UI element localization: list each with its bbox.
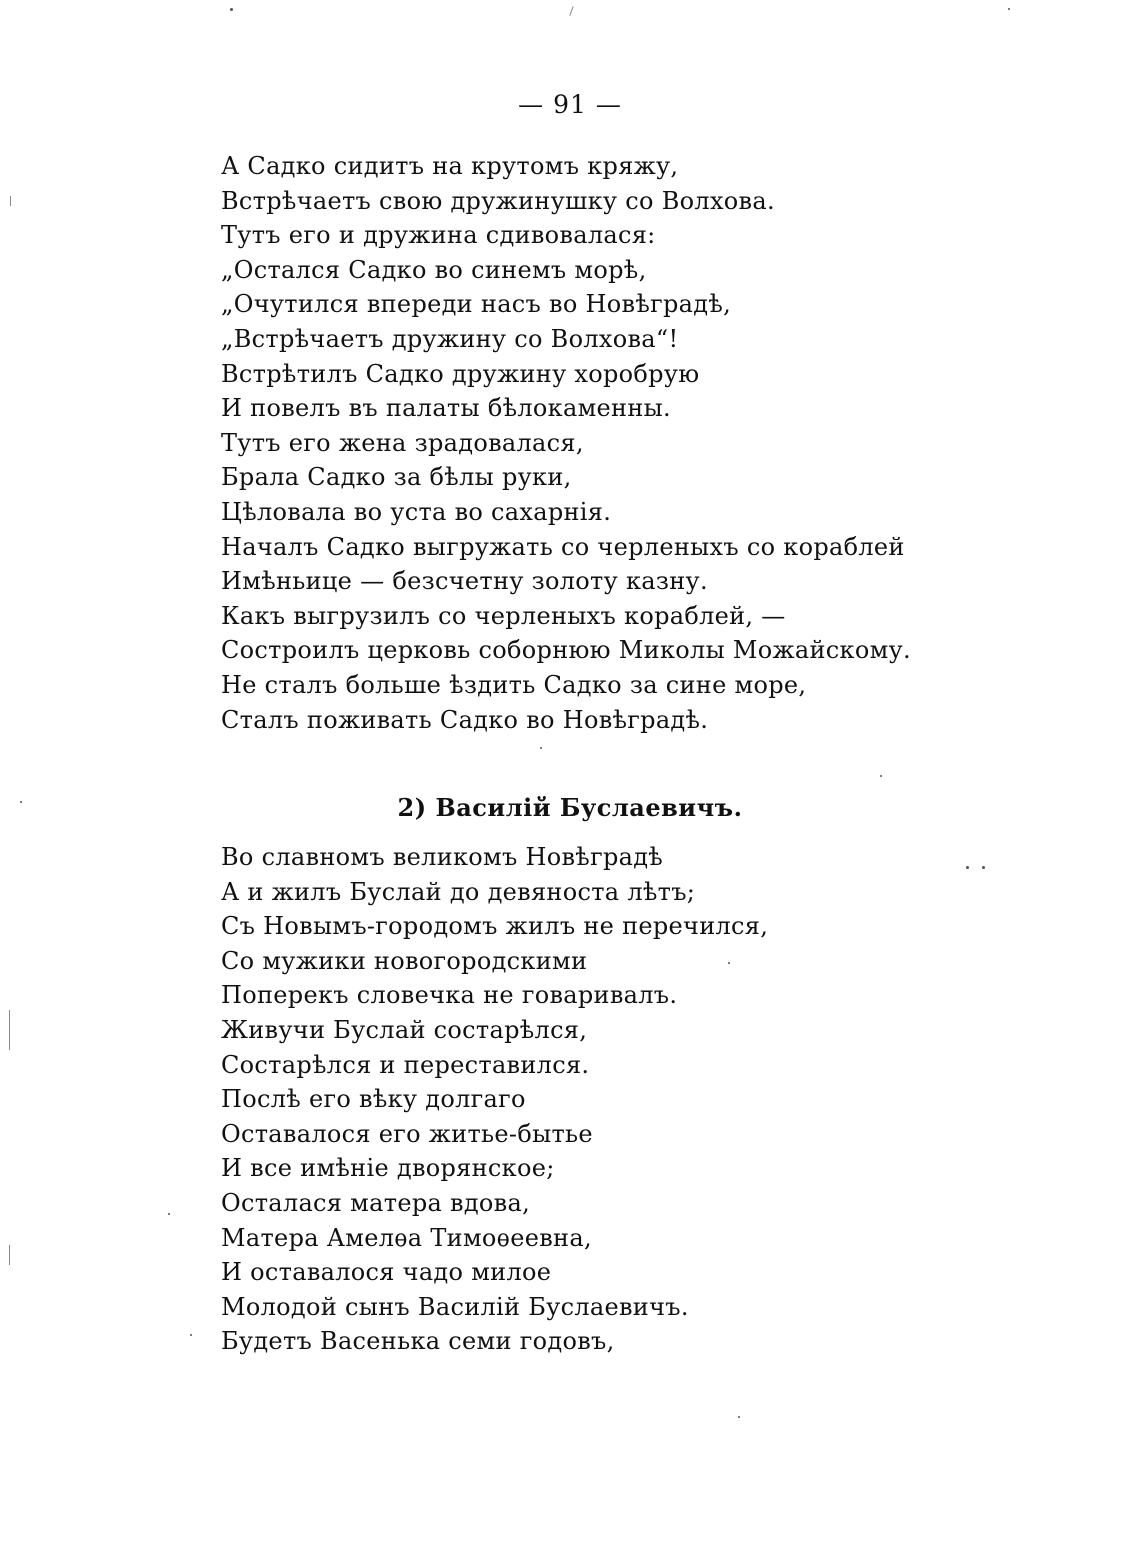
scan-speck	[10, 196, 11, 206]
verse-line: „Очутился впереди насъ во Новѣградѣ,	[221, 290, 732, 319]
verse-line: Во славномъ великомъ Новѣградѣ	[221, 843, 664, 871]
verse-line: Со мужики новогородскими	[221, 946, 588, 975]
scan-speck	[9, 1010, 10, 1050]
page-number: — 91 —	[518, 90, 622, 119]
scan-speck	[966, 866, 969, 869]
verse-line: Не сталъ больше ѣздить Садко за сине море,	[221, 670, 807, 699]
verse-line: А и жилъ Буслай до девяноста лѣтъ;	[221, 877, 696, 906]
verse-line: Послѣ его вѣку долгаго	[221, 1085, 526, 1114]
verse-line: Состроилъ церковь соборнюю Миколы Можайскому.	[221, 636, 911, 665]
scan-speck	[168, 1213, 170, 1215]
verse-line: И все имѣніе дворянское;	[221, 1154, 555, 1183]
scan-speck	[738, 1416, 740, 1418]
verse-line: Поперекъ словечка не говаривалъ.	[221, 981, 678, 1010]
verse-line: Имѣньице — безсчетну золоту казну.	[221, 567, 708, 596]
verse-line: Какъ выгрузилъ со черленыхъ кораблей, —	[221, 601, 786, 630]
verse-line: Началъ Садко выгружать со черленыхъ со кораблей	[221, 532, 905, 561]
verse-line: Матера Амелѳа Тимоѳеевна,	[221, 1223, 592, 1252]
scan-speck	[982, 866, 985, 869]
verse-line: Тутъ его жена зрадовалася,	[221, 428, 584, 457]
verse-line: Состарѣлся и переставился.	[221, 1050, 590, 1079]
verse-line: „Остался Садко во синемъ морѣ,	[221, 255, 647, 284]
scan-speck	[569, 6, 573, 16]
scan-speck	[20, 801, 22, 803]
poem-buslaevich-verse	[221, 840, 768, 1359]
scan-speck	[190, 1334, 192, 1336]
verse-line: „Встрѣчаетъ дружину со Волхова“!	[221, 324, 679, 353]
verse-line: Съ Новымъ-городомъ жилъ не перечился,	[221, 912, 769, 941]
verse-line: Встрѣтилъ Садко дружину хоробрую	[221, 359, 700, 388]
verse-line: Осталася матера вдова,	[221, 1188, 531, 1217]
scan-speck	[540, 747, 542, 749]
verse-line: Цѣловала во уста во сахарнія.	[221, 497, 612, 526]
poem-sadko-verse	[221, 149, 911, 737]
section-title: 2) Василій Буслаевичъ.	[397, 793, 743, 822]
verse-line: А Садко сидитъ на крутомъ кряжу,	[221, 152, 679, 180]
verse-line: Брала Садко за бѣлы руки,	[221, 463, 572, 492]
verse-line: Встрѣчаетъ свою дружинушку со Волхова.	[221, 186, 775, 215]
verse-line: Будетъ Васенька семи годовъ,	[221, 1327, 615, 1356]
verse-line: И повелъ въ палаты бѣлокаменны.	[221, 394, 671, 423]
verse-line: Живучи Буслай состарѣлся,	[221, 1015, 588, 1044]
scan-speck	[1008, 8, 1010, 10]
verse-line: Оставалося его житье-бытье	[221, 1119, 593, 1148]
verse-line: Тутъ его и дружина сдивовалася:	[221, 221, 656, 250]
verse-line: Молодой сынъ Василій Буслаевичъ.	[221, 1292, 689, 1321]
verse-line: И оставалося чадо милое	[221, 1258, 552, 1287]
scan-speck	[9, 1245, 10, 1265]
scan-speck	[728, 962, 730, 964]
verse-line: Сталъ поживать Садко во Новѣградѣ.	[221, 705, 709, 734]
scan-speck	[230, 8, 233, 11]
scan-speck	[880, 775, 882, 777]
